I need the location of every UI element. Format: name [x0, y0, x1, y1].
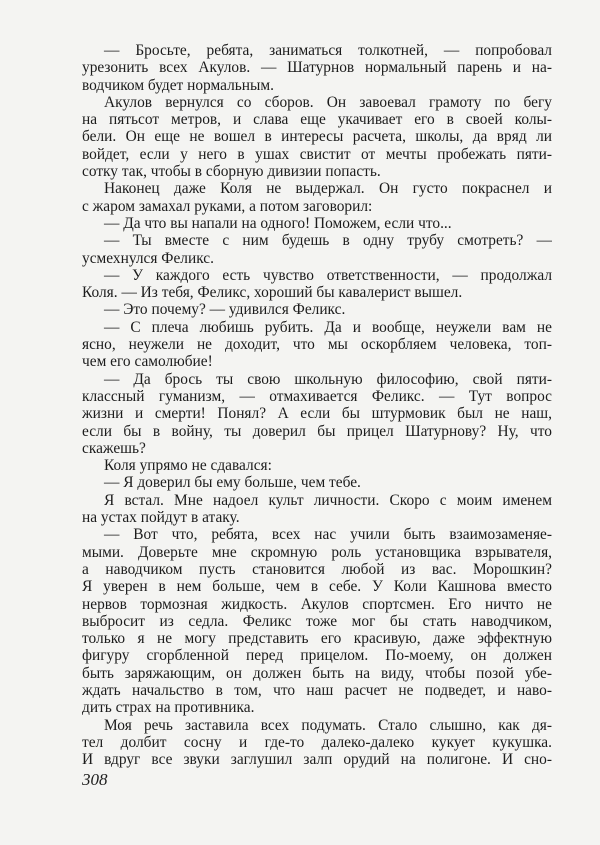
- text-line: — Ты вместе с ним будешь в одну трубу смотреть? —: [104, 232, 552, 250]
- text-line: мыми. Доверьте мне скромную роль установщика взрывателя,: [82, 543, 552, 561]
- text-line: — Это почему? — удивился Феликс.: [104, 301, 346, 319]
- text-line: ясно, неужели не доходит, что мы оскорбляем человека, топ-: [82, 336, 552, 354]
- text-line: водчиком будет нормальным.: [82, 76, 274, 94]
- text-line: урезонить всех Акулов. — Шатурнов нормальный парень и на-: [82, 59, 552, 77]
- text-line: — У каждого есть чувство ответственности, — продолжал: [104, 266, 552, 284]
- text-line: Я уверен в нем больше, чем в себе. У Коли Кашнова вместо: [82, 578, 552, 596]
- text-line: чем его самолюбие!: [82, 353, 213, 371]
- page-number: 308: [82, 770, 108, 789]
- text-line: быть заряжающим, он должен быть на виду, чтобы позой убе-: [82, 664, 552, 682]
- text-line: нервов тормозная жидкость. Акулов спортсмен. Его ничто не: [82, 595, 552, 613]
- body-text: [82, 42, 552, 768]
- text-line: Акулов вернулся со сборов. Он завоевал грамоту по бегу: [104, 93, 552, 111]
- text-line: — Да что вы напали на одного! Поможем, если что...: [104, 214, 452, 232]
- text-line: — Бросьте, ребята, заниматься толкотней, — попробовал: [104, 42, 552, 59]
- text-line: И вдруг все звуки заглушил залп орудий на полигоне. И сно-: [82, 751, 552, 769]
- text-line: тел долбит сосну и где-то далеко-далеко кукует кукушка.: [82, 733, 552, 751]
- text-line: фигуру сгорбленной перед прицелом. По-моему, он должен: [82, 647, 552, 665]
- text-line: усмехнулся Феликс.: [82, 249, 214, 267]
- text-line: если бы в войну, ты доверил бы прицел Шатурнову? Ну, что: [82, 422, 552, 440]
- text-line: Коля. — Из тебя, Феликс, хороший бы кавалерист вышел.: [82, 284, 463, 302]
- text-line: классный гуманизм, — отмахивается Феликс. — Тут вопрос: [82, 387, 552, 405]
- text-line: жизни и смерти! Понял? А если бы штурмовик был не наш,: [82, 405, 552, 423]
- text-line: Я встал. Мне надоел культ личности. Скоро с моим именем: [104, 491, 552, 509]
- text-line: на устах пойдут в атаку.: [82, 509, 240, 527]
- text-line: только я не могу представить его красивую, даже эффектную: [82, 630, 552, 648]
- text-line: — Я доверил бы ему больше, чем тебе.: [104, 474, 361, 492]
- text-line: а наводчиком пусть становится любой из вас. Морошкин?: [82, 560, 552, 578]
- text-line: выбросит из седла. Феликс тоже мог бы стать наводчиком,: [82, 612, 552, 630]
- text-line: дить страх на противника.: [82, 699, 255, 717]
- text-line: Наконец даже Коля не выдержал. Он густо покраснел и: [104, 180, 552, 198]
- text-line: на пятьсот метров, и слава еще укачивает его в своей колы-: [82, 111, 552, 129]
- text-line: с жаром замахал руками, а потом заговорил:: [82, 197, 373, 215]
- text-line: сотку так, чтобы в сборную дивизии попасть.: [82, 163, 381, 181]
- text-line: ждать начальство в том, что наш расчет не подведет, и наво-: [82, 681, 552, 699]
- text-line: — Вот что, ребята, всех нас учили быть взаимозаменяе-: [104, 526, 552, 544]
- text-line: скажешь?: [82, 439, 146, 457]
- text-line: войдет, если у него в ушах свистит от мечты пробежать пяти-: [82, 145, 552, 163]
- text-line: — Да брось ты свою школьную философию, свой пяти-: [104, 370, 552, 388]
- text-line: Моя речь заставила всех подумать. Стало слышно, как дя-: [104, 716, 552, 734]
- text-line: Коля упрямо не сдавался:: [104, 457, 272, 475]
- text-line: бели. Он еще не вошел в интересы расчета, школы, да вряд ли: [82, 128, 552, 146]
- text-line: — С плеча любишь рубить. Да и вообще, неужели вам не: [104, 318, 552, 336]
